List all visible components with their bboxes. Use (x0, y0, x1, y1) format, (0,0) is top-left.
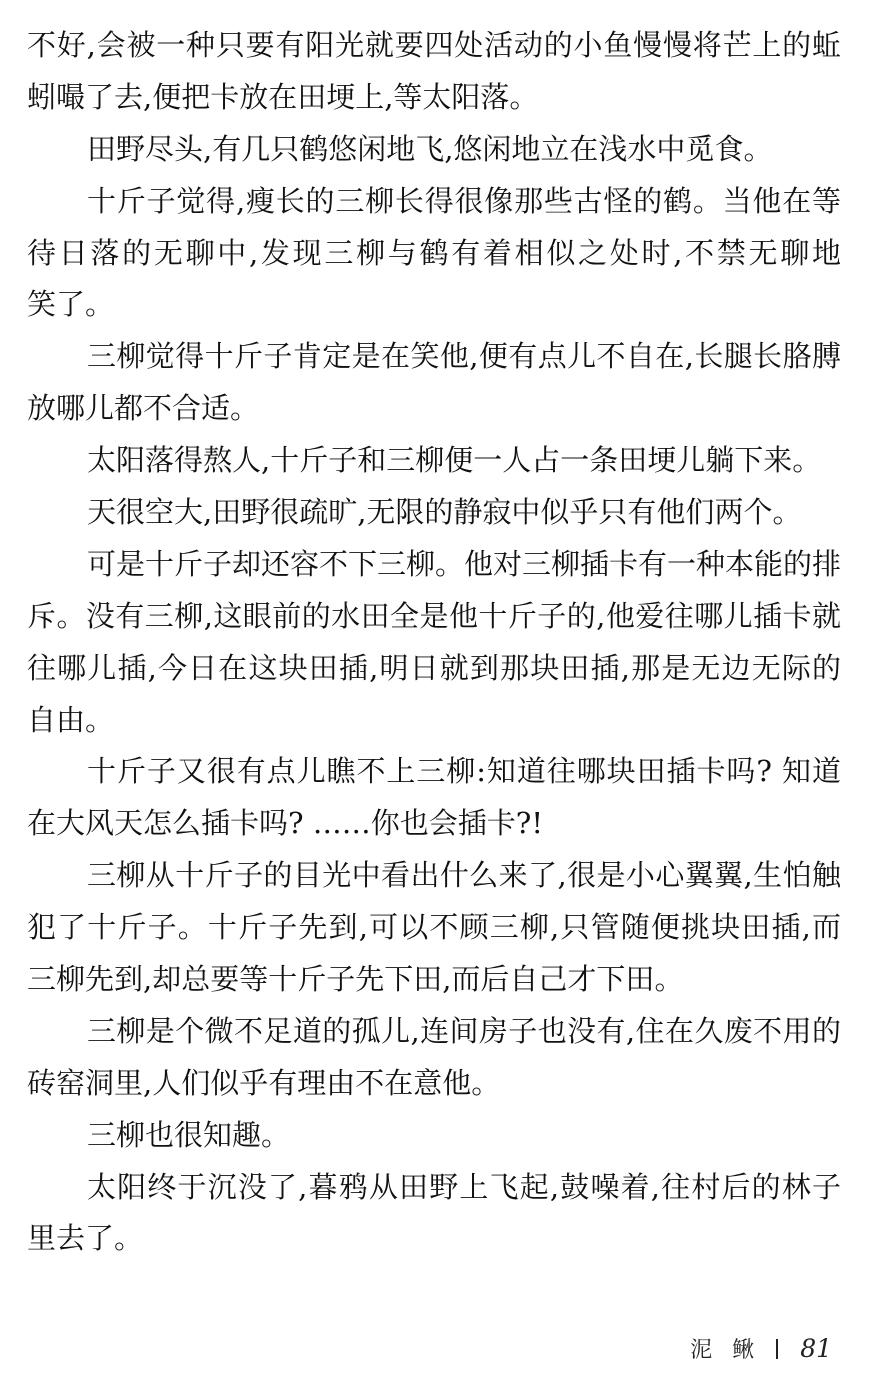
text-line: 斥。没有三柳,这眼前的水田全是他十斤子的,他爱往哪儿插卡就 (27, 598, 841, 633)
paragraph (27, 124, 841, 176)
paragraph (27, 746, 841, 850)
page-footer (690, 1333, 832, 1364)
paragraph (27, 1006, 841, 1110)
text-line: 砖窑洞里,人们似乎有理由不在意他。 (27, 1065, 501, 1100)
text-line: 犯了十斤子。十斤子先到,可以不顾三柳,只管随便挑块田插,而 (27, 910, 841, 945)
text-line: 十斤子又很有点儿瞧不上三柳:知道往哪块田插卡吗? 知道 (87, 754, 841, 789)
paragraph (27, 1162, 841, 1266)
paragraph (27, 435, 841, 487)
text-line: 三柳是个微不足道的孤儿,连间房子也没有,住在久废不用的 (87, 1013, 841, 1048)
text-line: 可是十斤子却还容不下三柳。他对三柳插卡有一种本能的排 (87, 546, 841, 581)
paragraph (27, 176, 841, 332)
paragraph (27, 539, 841, 747)
text-line: 田野尽头,有几只鹤悠闲地飞,悠闲地立在浅水中觅食。 (87, 131, 773, 166)
running-title: 泥鳅 (690, 1338, 775, 1363)
paragraph (27, 850, 841, 1006)
paragraph (27, 20, 841, 124)
text-line: 笑了。 (27, 287, 115, 322)
text-line: 太阳终于沉没了,暮鸦从田野上飞起,鼓噪着,往村后的林子 (87, 1169, 841, 1204)
text-line: 待日落的无聊中,发现三柳与鹤有着相似之处时,不禁无聊地 (27, 235, 841, 270)
paragraph (27, 1110, 841, 1162)
paragraph (27, 331, 841, 435)
text-line: 在大风天怎么插卡吗? ……你也会插卡?! (27, 806, 543, 841)
page-body (27, 20, 841, 1265)
text-line: 放哪儿都不合适。 (27, 391, 260, 426)
text-line: 十斤子觉得,瘦长的三柳长得很像那些古怪的鹤。当他在等 (87, 183, 841, 218)
footer-divider (776, 1339, 778, 1359)
text-line: 三柳也很知趣。 (87, 1117, 291, 1152)
text-line: 三柳从十斤子的目光中看出什么来了,很是小心翼翼,生怕触 (87, 858, 841, 893)
text-line: 蚓嘬了去,便把卡放在田埂上,等太阳落。 (27, 79, 539, 114)
text-line: 三柳觉得十斤子肯定是在笑他,便有点儿不自在,长腿长胳膊 (87, 339, 841, 374)
paragraph (27, 487, 841, 539)
text-line: 太阳落得熬人,十斤子和三柳便一人占一条田埂儿躺下来。 (87, 443, 822, 478)
text-line: 天很空大,田野很疏旷,无限的静寂中似乎只有他们两个。 (87, 495, 802, 530)
text-line: 里去了。 (27, 1221, 144, 1256)
text-line: 三柳先到,却总要等十斤子先下田,而后自己才下田。 (27, 962, 684, 997)
page-number: 81 (800, 1334, 832, 1363)
text-line: 自由。 (27, 702, 115, 737)
text-line: 不好,会被一种只要有阳光就要四处活动的小鱼慢慢将芒上的蚯 (27, 28, 841, 62)
text-line: 往哪儿插,今日在这块田插,明日就到那块田插,那是无边无际的 (27, 650, 841, 685)
